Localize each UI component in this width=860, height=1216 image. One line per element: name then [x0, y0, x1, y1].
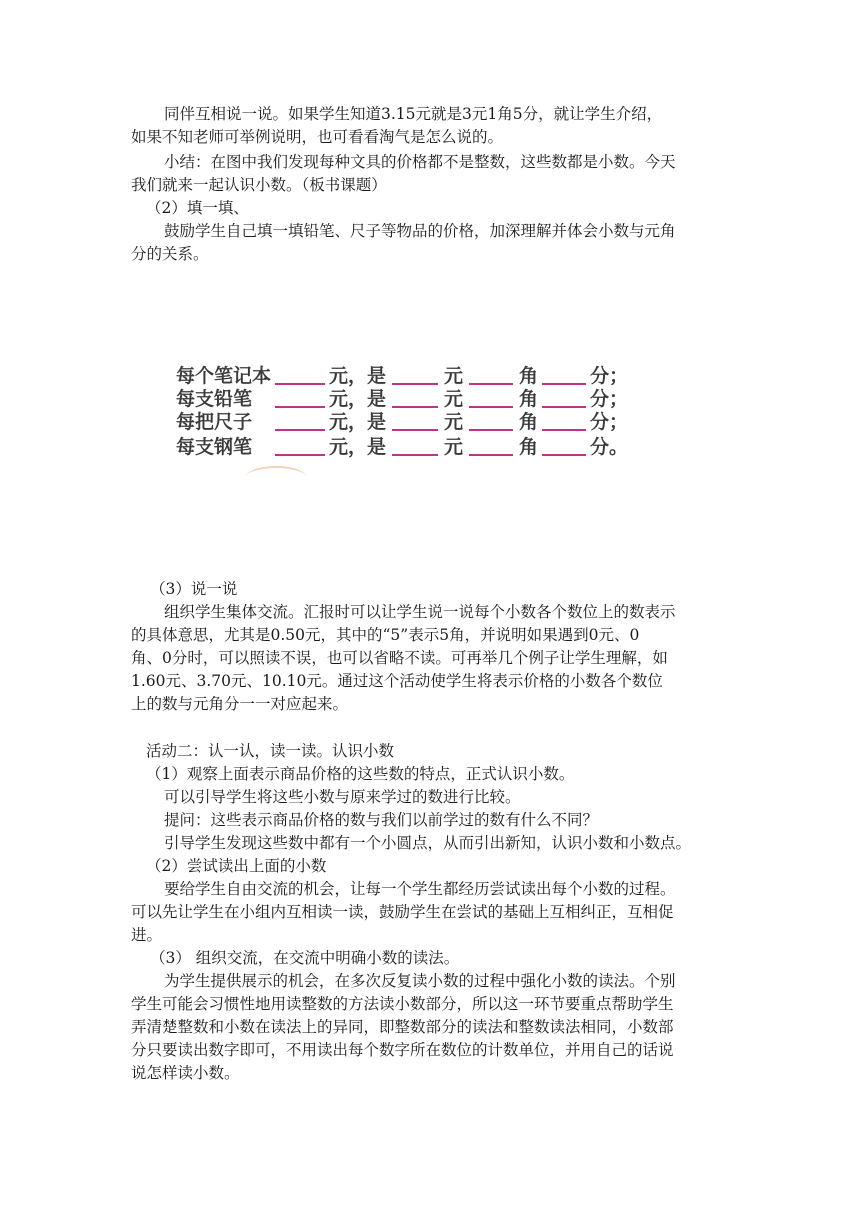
text-line: 可以引导学生将这些小数与原来学过的数进行比较。 [164, 788, 521, 806]
answer-blank [542, 453, 586, 456]
unit-label: 分； [590, 388, 629, 410]
unit-label: 角 [519, 411, 539, 433]
text-line: 要给学生自由交流的机会，让每一个学生都经历尝试读出每个小数的过程。 [164, 880, 676, 898]
text-line: 学生可能会习惯性地用读整数的方法读小数部分，所以这一环节要重点帮助学生 [131, 995, 674, 1013]
answer-blank [392, 405, 438, 408]
answer-blank [542, 428, 586, 431]
unit-label: 角 [519, 388, 539, 410]
unit-label: 元 [444, 388, 464, 410]
answer-blank [542, 405, 586, 408]
text-line: 提问：这些表示商品价格的数与我们以前学过的数有什么不同？ [164, 811, 599, 829]
fill-in-row [176, 434, 628, 460]
fill-in-row [176, 409, 628, 435]
answer-blank [275, 405, 325, 408]
answer-blank [392, 428, 438, 431]
figure-edge-mark [246, 466, 306, 488]
text-line: 同伴互相说一说。如果学生知道3.15元就是3元1角5分，就让学生介绍， [164, 105, 663, 123]
unit-label: 分。 [590, 436, 629, 458]
unit-label: 元，是 [329, 411, 387, 433]
answer-blank [392, 382, 438, 385]
subheading: （2）尝试读出上面的小数 [146, 857, 327, 875]
subheading: （2）填一填、 [146, 199, 249, 217]
text-line: 1.60元、3.70元、10.10元。通过这个活动使学生将表示价格的小数各个数位 [131, 672, 663, 690]
unit-label: 元 [444, 436, 464, 458]
text-line: 分只要读出数字即可，不用读出每个数字所在数位的计数单位，并用自己的话说 [131, 1041, 674, 1059]
unit-label: 元，是 [329, 388, 387, 410]
text-line: 鼓励学生自己填一填铅笔、尺子等物品的价格，加深理解并体会小数与元角 [164, 222, 676, 240]
unit-label: 角 [519, 436, 539, 458]
text-line: 弄清楚整数和小数在读法上的异同，即整数部分的读法和整数读法相同，小数部 [131, 1018, 674, 1036]
answer-blank [542, 382, 586, 385]
answer-blank [392, 453, 438, 456]
activity-heading: 活动二：认一认，读一读。认识小数 [146, 742, 395, 760]
text-line: 角、0分时，可以照读不误，也可以省略不读。可再举几个例子让学生理解，如 [131, 649, 668, 667]
item-label: 每把尺子 [176, 411, 253, 433]
item-label: 每支钢笔 [176, 436, 253, 458]
answer-blank [469, 382, 513, 385]
text-line: 为学生提供展示的机会，在多次反复读小数的过程中强化小数的读法。个别 [164, 972, 676, 990]
unit-label: 元，是 [329, 436, 387, 458]
answer-blank [469, 428, 513, 431]
unit-label: 分； [590, 365, 629, 387]
text-line: 组织学生集体交流。汇报时可以让学生说一说每个小数各个数位上的数表示 [164, 603, 676, 621]
subheading: （1）观察上面表示商品价格的这些数的特点，正式认识小数。 [146, 765, 575, 783]
text-line: 如果不知老师可举例说明，也可看看淘气是怎么说的。 [131, 128, 504, 146]
unit-label: 元 [444, 411, 464, 433]
text-line: 上的数与元角分一一对应起来。 [131, 695, 349, 713]
unit-label: 角 [519, 365, 539, 387]
answer-blank [275, 453, 325, 456]
text-line: 小结：在图中我们发现每种文具的价格都不是整数，这些数都是小数。今天 [164, 153, 676, 171]
text-line: 我们就来一起认识小数。（板书课题） [131, 176, 387, 194]
item-label: 每个笔记本 [176, 365, 272, 387]
text-line: 说怎样读小数。 [131, 1064, 240, 1082]
answer-blank [275, 428, 325, 431]
answer-blank [469, 405, 513, 408]
item-label: 每支铅笔 [176, 388, 253, 410]
subheading: （3） 组织交流，在交流中明确小数的读法。 [150, 949, 460, 967]
answer-blank [469, 453, 513, 456]
answer-blank [275, 382, 325, 385]
unit-label: 分； [590, 411, 629, 433]
unit-label: 元 [444, 365, 464, 387]
text-line: 进。 [131, 926, 163, 944]
text-line: 分的关系。 [131, 245, 209, 263]
text-line: 引导学生发现这些数中都有一个小圆点，从而引出新知，认识小数和小数点。 [164, 834, 692, 852]
subheading: （3）说一说 [150, 580, 238, 598]
text-line: 的具体意思，尤其是0.50元，其中的“5”表示5角，并说明如果遇到0元、0 [131, 626, 640, 644]
unit-label: 元，是 [329, 365, 387, 387]
text-line: 可以先让学生在小组内互相读一读，鼓励学生在尝试的基础上互相纠正，互相促 [131, 903, 674, 921]
